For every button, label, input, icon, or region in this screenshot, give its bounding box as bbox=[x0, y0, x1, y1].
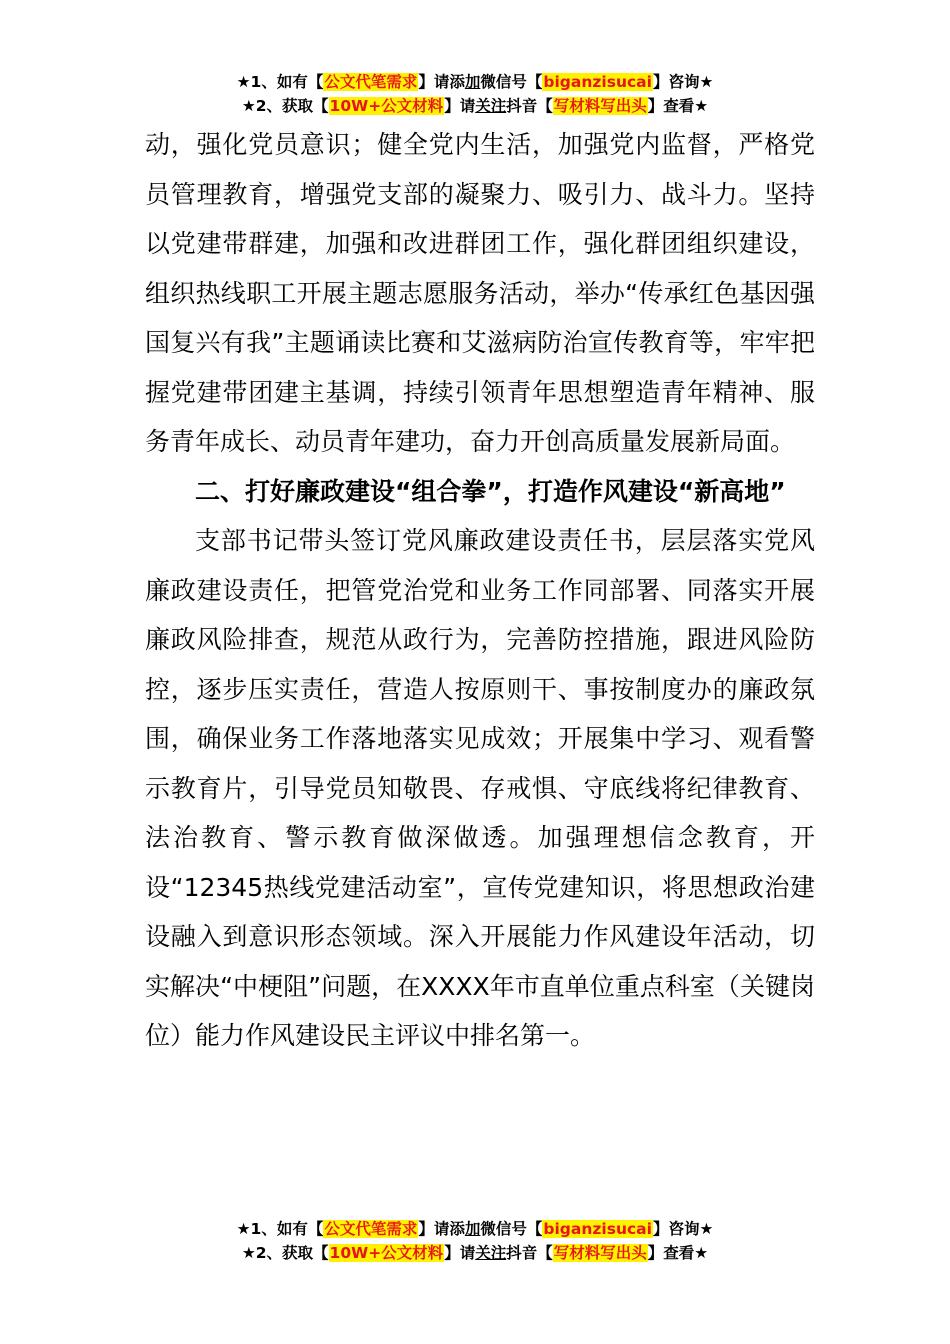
body-paragraph-section2: 支部书记带头签订党风廉政建设责任书，层层落实党风廉政建设责任，把管党治党和业务工作同部署、同落实开展廉政风险排查，规范从政行为，完善防控措施，跟进风险防控，逐步压实责任，营造人按原则干、事按制度办的廉政氛围，确保业务工作落地落实见成效；开展集中学习、观看警示教育片，引导党员知敬畏、存戒惧、守底线将纪律教育、法治教育、警示教育做深做透。加强理想信念教育，开设“12345热线党建活动室”，宣传党建知识，将思想政治建设融入到意识形态领域。深入开展能力作风建设年活动，切实解决“中梗阻”问题，在XXXX年市直单位重点科室（关键岗位）能力作风建设民主评议中排名第一。 bbox=[145, 526, 815, 1050]
promo-highlight: 10W+公文材料 bbox=[329, 1244, 444, 1262]
document-body bbox=[145, 120, 815, 1061]
promo-text: 】请添 bbox=[418, 1220, 465, 1238]
promo-douyin-id: 写材料写出头 bbox=[553, 1244, 647, 1262]
promo-line-2 bbox=[0, 94, 950, 118]
promo-line-1 bbox=[0, 1217, 950, 1241]
promo-highlight: 公文代笔需求 bbox=[324, 73, 418, 91]
promo-wechat-id: biganzisucai bbox=[543, 1220, 652, 1238]
promo-underline: 加 bbox=[464, 1220, 481, 1238]
promo-highlight: 10W+公文材料 bbox=[329, 97, 444, 115]
promo-douyin-id: 写材料写出头 bbox=[553, 97, 647, 115]
top-promo-banner bbox=[0, 70, 950, 118]
promo-underline: 关注 bbox=[475, 1244, 507, 1262]
promo-text: ★2、获取【 bbox=[241, 1244, 329, 1262]
promo-text: 】请 bbox=[444, 97, 476, 115]
promo-line-1 bbox=[0, 70, 950, 94]
promo-highlight: 公文代笔需求 bbox=[324, 1220, 418, 1238]
promo-underline: 加 bbox=[464, 73, 481, 91]
body-paragraph-continued: 动，强化党员意识；健全党内生活，加强党内监督，严格党员管理教育，增强党支部的凝聚力、吸引力、战斗力。坚持以党建带群建，加强和改进群团工作，强化群团组织建设，组织热线职工开展主题志愿服务活动，举办“传承红色基因强国复兴有我”主题诵读比赛和艾滋病防治宣传教育等，牢牢把握党建带团建主基调，持续引领青年思想塑造青年精神、服务青年成长、动员青年建功，奋力开创高质量发展新局面。 bbox=[145, 130, 815, 456]
promo-text: ★1、如有【 bbox=[236, 1220, 324, 1238]
promo-text: 】咨询★ bbox=[652, 1220, 714, 1238]
promo-text: ★1、如有【 bbox=[236, 73, 324, 91]
promo-text: 微信号【 bbox=[480, 1220, 543, 1238]
promo-line-2 bbox=[0, 1241, 950, 1265]
promo-text: 抖音【 bbox=[506, 1244, 553, 1262]
promo-text: 】查看★ bbox=[647, 97, 709, 115]
promo-text: ★2、获取【 bbox=[241, 97, 329, 115]
bottom-promo-banner bbox=[0, 1217, 950, 1265]
promo-text: 】查看★ bbox=[647, 1244, 709, 1262]
promo-text: 】请添 bbox=[418, 73, 465, 91]
promo-text: 微信号【 bbox=[480, 73, 543, 91]
section-heading: 二、打好廉政建设“组合拳”，打造作风建设“新高地” bbox=[195, 476, 786, 506]
promo-wechat-id: biganzisucai bbox=[543, 73, 652, 91]
promo-text: 】咨询★ bbox=[652, 73, 714, 91]
promo-underline: 关注 bbox=[475, 97, 507, 115]
promo-text: 抖音【 bbox=[506, 97, 553, 115]
promo-text: 】请 bbox=[444, 1244, 476, 1262]
